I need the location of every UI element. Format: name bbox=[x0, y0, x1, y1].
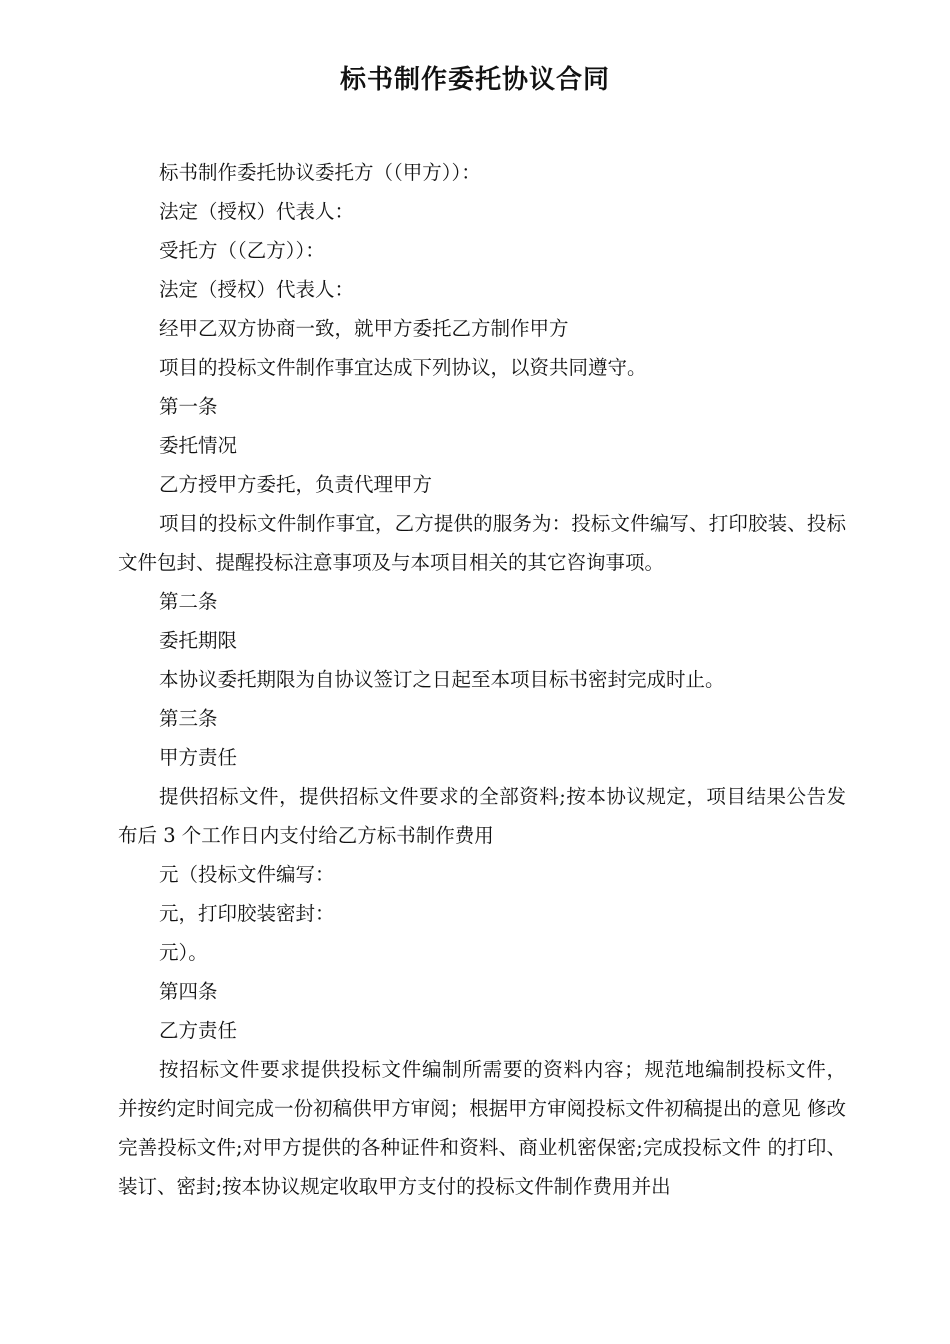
article-1-services: 项目的投标文件制作事宜，乙方提供的服务为：投标文件编写、打印胶装、投标文件包封、提醒投标注意事项及与本项目相关的其它咨询事项。 bbox=[118, 512, 846, 574]
paragraph-client-representative: 法定（授权）代表人： bbox=[159, 200, 355, 223]
article-2-heading: 第二条 bbox=[159, 590, 218, 613]
paragraph-preamble-cont: 项目的投标文件制作事宜达成下列协议，以资共同遵守。 bbox=[159, 356, 647, 379]
article-4-title: 乙方责任 bbox=[159, 1019, 238, 1042]
paragraph-trustee: 受托方（（乙方））： bbox=[159, 239, 325, 262]
article-3-heading: 第三条 bbox=[159, 707, 218, 730]
article-1-title: 委托情况 bbox=[159, 434, 238, 457]
article-3-title: 甲方责任 bbox=[159, 746, 238, 769]
article-2-text: 本协议委托期限为自协议签订之日起至本项目标书密封完成时止。 bbox=[159, 668, 725, 691]
paragraph-trustee-representative: 法定（授权）代表人： bbox=[159, 278, 355, 301]
article-2-title: 委托期限 bbox=[159, 629, 238, 652]
article-3-fee-3: 元）。 bbox=[159, 941, 208, 964]
article-1-text: 乙方授甲方委托，负责代理甲方 bbox=[159, 473, 433, 496]
document-body bbox=[118, 153, 846, 1206]
paragraph-preamble: 经甲乙双方协商一致，就甲方委托乙方制作甲方 bbox=[159, 317, 569, 340]
article-4-heading: 第四条 bbox=[159, 980, 218, 1003]
article-3-fee-2: 元，打印胶装密封： bbox=[159, 902, 335, 925]
article-3-text: 提供招标文件，提供招标文件要求的全部资料;按本协议规定，项目结果公告发布后 3 个工作日内支付给乙方标书制作费用 bbox=[118, 785, 846, 847]
article-3-fee-1: 元（投标文件编写： bbox=[159, 863, 335, 886]
paragraph-client: 标书制作委托协议委托方（（甲方））： bbox=[159, 161, 481, 184]
article-1-heading: 第一条 bbox=[159, 395, 218, 418]
article-4-text: 按招标文件要求提供投标文件编制所需要的资料内容；规范地编制投标文件， 并按约定时间完成一份初稿供甲方审阅；根据甲方审阅投标文件初稿提出的意见 修改完善投标文件;对甲方提供的各种证件和资料、商业机密保密;完成投标文件 的打印、装订、密封;按本协议规定收取甲方支付的投标文件制作费用并出 bbox=[118, 1058, 846, 1198]
document-title: 标书制作委托协议合同 bbox=[339, 65, 610, 95]
